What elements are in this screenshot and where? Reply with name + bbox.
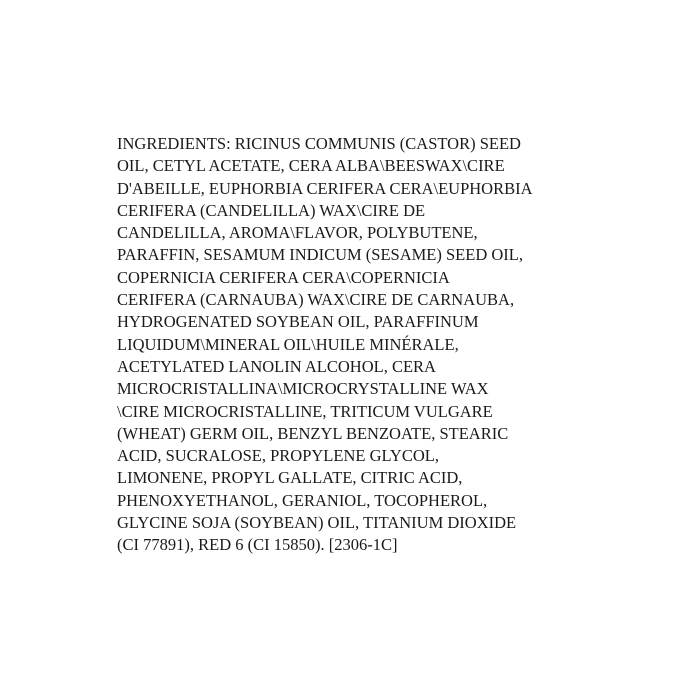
ingredients-line: GLYCINE SOJA (SOYBEAN) OIL, TITANIUM DIOXIDE	[117, 513, 517, 533]
ingredients-line: LIQUIDUM\MINERAL OIL\HUILE MINÉRALE,	[117, 334, 459, 354]
ingredients-line: \CIRE MICROCRISTALLINE, TRITICUM VULGARE	[117, 401, 493, 421]
ingredients-line: PHENOXYETHANOL, GERANIOL, TOCOPHEROL,	[117, 490, 488, 510]
ingredients-line: PARAFFIN, SESAMUM INDICUM (SESAME) SEED OIL,	[117, 245, 523, 265]
ingredients-line: D'ABEILLE, EUPHORBIA CERIFERA CERA\EUPHORBIA	[117, 178, 533, 198]
ingredients-line: (WHEAT) GERM OIL, BENZYL BENZOATE, STEARIC	[117, 423, 509, 443]
ingredients-line: COPERNICIA CERIFERA CERA\COPERNICIA	[117, 267, 450, 287]
ingredients-line: CERIFERA (CANDELILLA) WAX\CIRE DE	[117, 200, 426, 220]
ingredients-line: OIL, CETYL ACETATE, CERA ALBA\BEESWAX\CIRE	[117, 156, 505, 176]
ingredients-line: CERIFERA (CARNAUBA) WAX\CIRE DE CARNAUBA,	[117, 290, 515, 310]
ingredients-line: INGREDIENTS: RICINUS COMMUNIS (CASTOR) SEED	[117, 134, 521, 153]
ingredients-line: ACETYLATED LANOLIN ALCOHOL, CERA	[117, 356, 436, 376]
ingredients-line: CANDELILLA, AROMA\FLAVOR, POLYBUTENE,	[117, 223, 478, 243]
ingredients-line: LIMONENE, PROPYL GALLATE, CITRIC ACID,	[117, 468, 463, 488]
ingredients-line: MICROCRISTALLINA\MICROCRYSTALLINE WAX	[117, 379, 489, 399]
ingredients-line: (CI 77891), RED 6 (CI 15850). [2306-1C]	[117, 535, 398, 555]
ingredients-line: ACID, SUCRALOSE, PROPYLENE GLYCOL,	[117, 446, 439, 466]
ingredients-line: HYDROGENATED SOYBEAN OIL, PARAFFINUM	[117, 312, 479, 332]
ingredients-text-block	[117, 133, 597, 557]
